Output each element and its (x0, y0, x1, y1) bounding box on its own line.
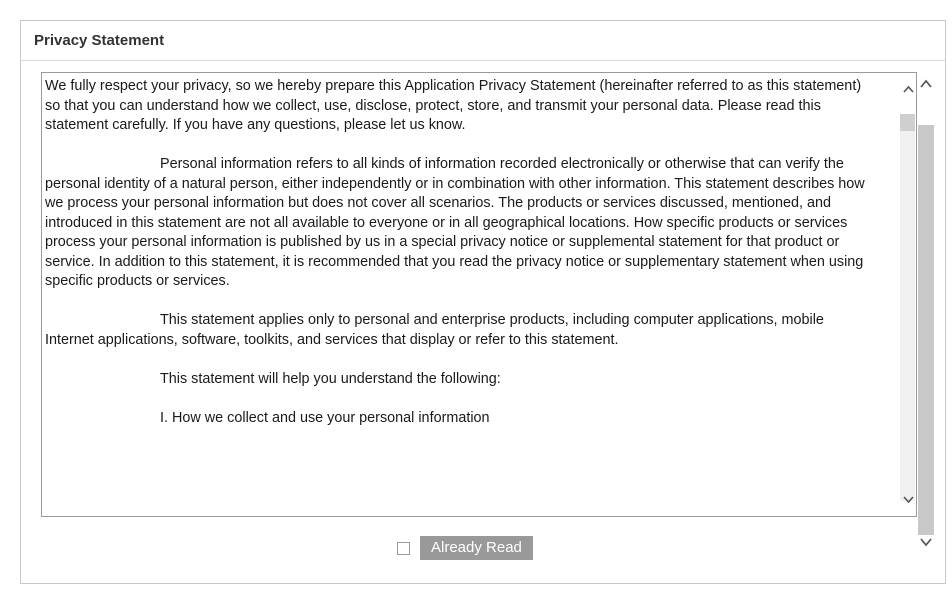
statement-content (45, 77, 873, 448)
statement-scrollbar-thumb[interactable] (900, 114, 915, 131)
already-read-button[interactable]: Already Read (420, 536, 533, 560)
page-scrollbar-track[interactable] (918, 125, 934, 535)
chevron-down-icon[interactable] (902, 493, 915, 506)
statement-paragraph-4: This statement will help you understand the following: (160, 370, 501, 387)
chevron-down-icon[interactable] (919, 535, 933, 549)
panel-title: Privacy Statement (21, 21, 945, 61)
statement-paragraph-3: This statement applies only to personal and enterprise products, including computer applications, mobile Internet applications, software, toolkits, and services that display or refer to this statement. (45, 312, 824, 348)
statement-scrollbar-track[interactable] (900, 131, 915, 501)
statement-paragraph-1: We fully respect your privacy, so we hereby prepare this Application Privacy Statement (hereinafter referred to as this statement) so that you can understand how we collect, use, disclose, protect, store, and transmit your personal data. Please read this statement carefully. If you have any questions, please let us know. (45, 78, 862, 133)
statement-textbox[interactable] (41, 72, 917, 517)
statement-scrollbar[interactable] (899, 73, 916, 516)
agreement-footer (397, 536, 533, 560)
chevron-up-icon[interactable] (902, 83, 915, 96)
privacy-statement-panel (20, 20, 946, 584)
statement-paragraph-5: I. How we collect and use your personal information (160, 409, 490, 426)
already-read-checkbox[interactable] (397, 542, 410, 555)
statement-paragraph-2: Personal information refers to all kinds of information recorded electronically or otherwise that can verify the personal identity of a natural person, either independently or in combination with other information. This statement describes how we process your personal information but does not cover all scenarios. The products or services discussed, mentioned, and introduced in this statement are not all available to everyone or in all geographical locations. How specific products or services process your personal information is published by us in a special privacy notice or supplemental statement for that product or service. In addition to this statement, it is recommended that you read the privacy notice or supplementary statement when using specific products or services. (45, 156, 865, 289)
page-scrollbar[interactable] (917, 73, 934, 553)
chevron-up-icon[interactable] (919, 77, 933, 91)
